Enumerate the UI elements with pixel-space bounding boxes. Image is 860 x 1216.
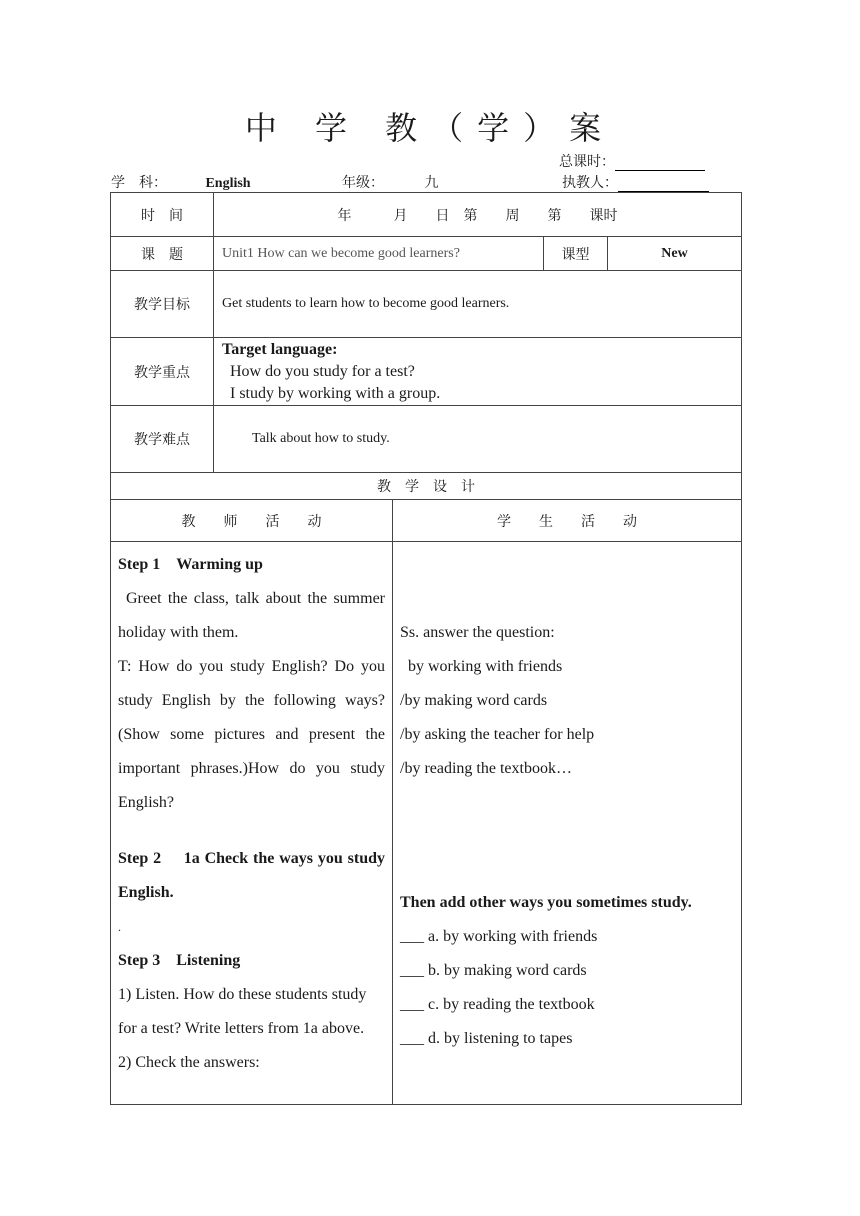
type-label: 课型	[544, 237, 608, 271]
topic-row	[111, 237, 742, 271]
type-value: New	[608, 237, 742, 271]
step3-check: 2) Check the answers:	[118, 1054, 260, 1071]
step3-text: 1) Listen. How do these students study for a test? Write letters from 1a above.	[118, 986, 367, 1037]
answer-item: /by reading the textbook…	[400, 760, 572, 777]
goal-row	[111, 271, 742, 338]
teacher-activity-label: 教 师 活 动	[111, 500, 393, 542]
teacher-field	[562, 172, 709, 192]
spacer	[118, 820, 385, 842]
option-item: ___ c. by reading the textbook	[400, 996, 595, 1013]
time-row	[111, 193, 742, 237]
answer-intro: Ss. answer the question:	[400, 624, 555, 641]
answer-item: /by making word cards	[400, 692, 548, 709]
key-row	[111, 338, 742, 406]
student-activity-cell	[393, 542, 742, 1105]
lesson-plan-table	[110, 192, 742, 1105]
answer-item: /by asking the teacher for help	[400, 726, 595, 743]
teacher-activity-cell	[111, 542, 393, 1105]
spacer	[400, 548, 734, 616]
topic-value: Unit1 How can we become good learners?	[214, 237, 544, 271]
step1-question: T: How do you study English? Do you study English by the following ways? (Show some pictures and present the important phrases.)How do you study English?	[118, 658, 385, 811]
total-hours-field	[559, 151, 705, 171]
design-row	[111, 473, 742, 500]
spacer	[400, 786, 734, 886]
add-title: Then add other ways you sometimes study.	[400, 894, 692, 911]
teacher-blank	[618, 175, 709, 192]
key-title: Target language:	[222, 340, 338, 358]
goal-value: Get students to learn how to become good learners.	[214, 271, 742, 338]
step2-title: Step 2 1a Check the ways you study English.	[118, 850, 385, 901]
time-label: 时 间	[111, 193, 214, 237]
teacher-label: 执教人：	[562, 175, 618, 191]
topic-label: 课 题	[111, 237, 214, 271]
student-activity-label: 学 生 活 动	[393, 500, 742, 542]
grade-value: 九	[388, 172, 524, 193]
subject-label: 学 科：	[111, 175, 167, 191]
key-label: 教学重点	[111, 338, 214, 406]
dot-text: .	[118, 920, 121, 934]
option-item: ___ b. by making word cards	[400, 962, 587, 979]
key-content	[214, 338, 742, 406]
subject-value: English	[175, 176, 307, 193]
option-item: ___ d. by listening to tapes	[400, 1030, 573, 1047]
difficulty-value: Talk about how to study.	[214, 406, 742, 473]
activity-header-row	[111, 500, 742, 542]
grade-field	[342, 172, 524, 193]
time-value: 年 月 日 第 周 第 课时	[214, 193, 742, 237]
page-title: 中 学 教（学）案	[244, 109, 616, 147]
activity-content-row	[111, 542, 742, 1105]
subject-field	[111, 172, 307, 193]
difficulty-label: 教学难点	[111, 406, 214, 473]
design-label: 教 学 设 计	[111, 473, 742, 500]
option-item: ___ a. by working with friends	[400, 928, 598, 945]
step3-title: Step 3 Listening	[118, 952, 241, 969]
difficulty-row	[111, 406, 742, 473]
key-line: How do you study for a test?	[230, 362, 415, 380]
total-hours-blank	[615, 154, 705, 171]
goal-label: 教学目标	[111, 271, 214, 338]
answer-item: by working with friends	[408, 658, 563, 675]
total-hours-label: 总课时：	[559, 154, 615, 170]
grade-label: 年级：	[342, 175, 384, 191]
step1-title: Step 1 Warming up	[118, 556, 263, 573]
step1-text: Greet the class, talk about the summer holiday with them.	[118, 590, 385, 641]
key-line: I study by working with a group.	[230, 384, 441, 402]
